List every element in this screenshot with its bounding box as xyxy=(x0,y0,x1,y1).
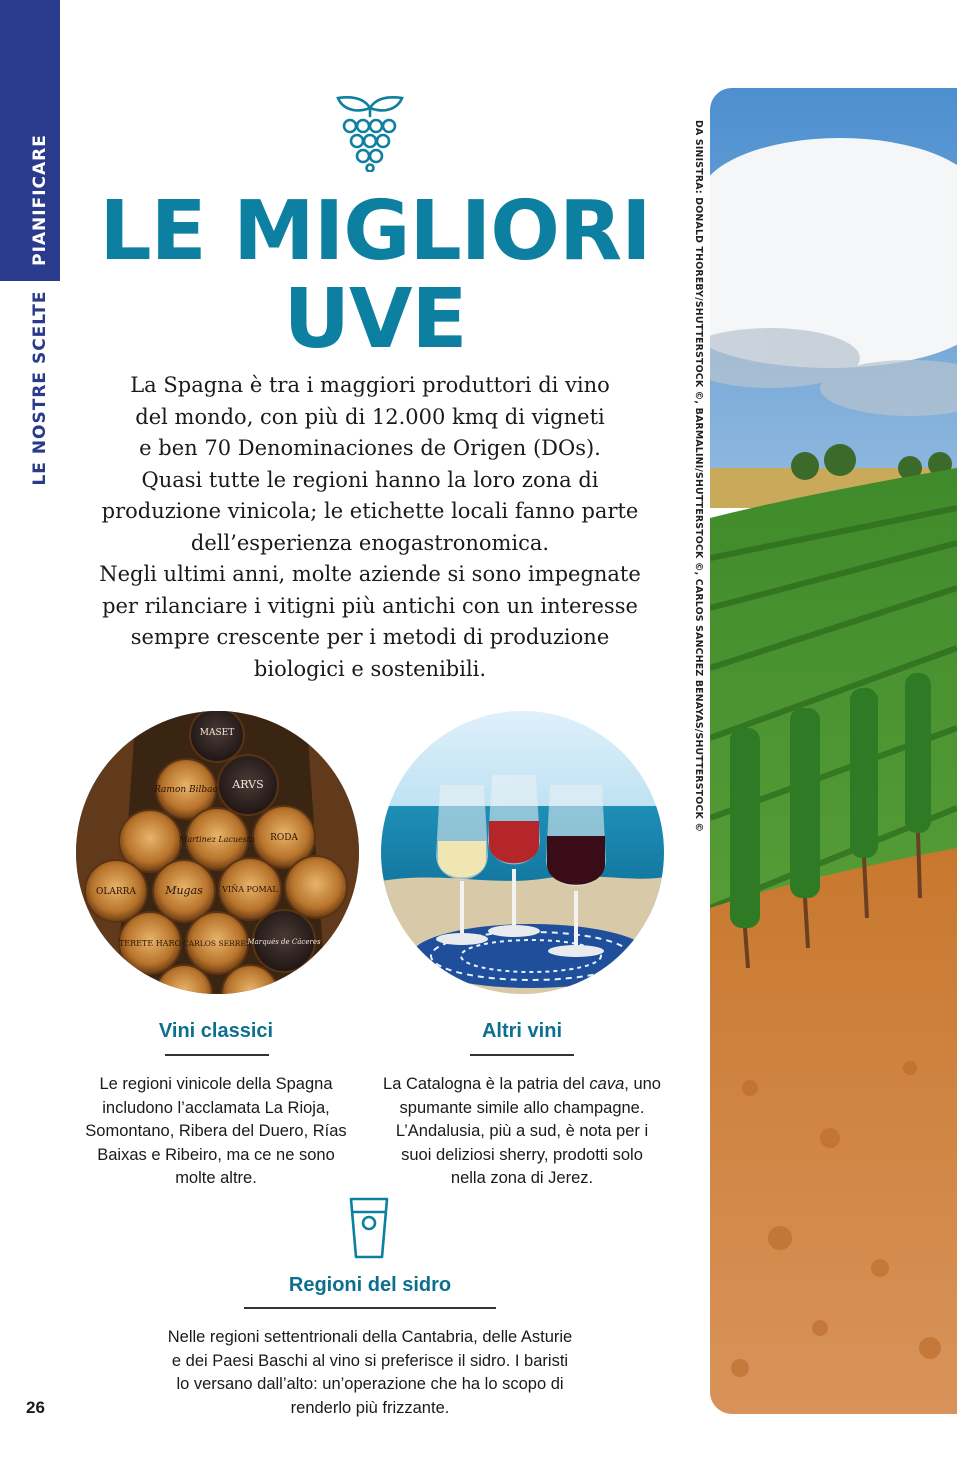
barrel-label: CARLOS SERRES xyxy=(183,939,251,948)
barrel-label: MASET xyxy=(199,728,235,738)
altri-vini-rule xyxy=(470,1054,574,1056)
barrel-label: Martinez Lacuesta xyxy=(179,835,255,844)
vini-classici-rule xyxy=(165,1054,269,1056)
page-title xyxy=(80,184,670,367)
tab-label: PIANIFICARE xyxy=(30,134,50,266)
sidro-rule xyxy=(244,1307,496,1309)
text-line: Le regioni vinicole della Spagna xyxy=(99,1075,333,1093)
cava-italic: cava xyxy=(589,1075,625,1093)
sidro-title: Regioni del sidro xyxy=(288,1274,452,1296)
text-line: lo versano dall’alto: un’operazione che ha lo scopo di xyxy=(176,1375,564,1393)
grape-icon xyxy=(330,94,410,172)
vini-classici-text xyxy=(66,1073,366,1191)
sidro-text xyxy=(120,1326,620,1420)
intro-line: La Spagna è tra i maggiori produttori di vino xyxy=(130,373,610,397)
text-line: renderlo più frizzante. xyxy=(290,1398,450,1417)
text-line: Baixas e Ribeiro, ma ce ne sono xyxy=(97,1145,335,1164)
title-line-2: UVE xyxy=(283,272,467,367)
wine-glasses-photo xyxy=(381,711,664,994)
barrel-label: ARVS xyxy=(232,778,264,791)
intro-line: sempre crescente per i metodi di produzione xyxy=(130,625,610,649)
cider-glass-icon xyxy=(348,1196,390,1260)
text-line: spumante simile allo champagne. xyxy=(399,1098,645,1117)
vineyard-photo xyxy=(710,88,957,1414)
photo-credit-text: DA SINISTRA: DONALD THOREBY/SHUTTERSTOCK ©, BARMALINI/SHUTTERSTOCK ©, CARLOS SANCHEZ BENAYAS/SHUTTERSTOCK © xyxy=(693,120,704,833)
barrel-label: TERETE HARO xyxy=(118,939,182,948)
text-span: , uno xyxy=(624,1075,661,1093)
intro-line: e ben 70 Denominaciones de Origen (DOs). xyxy=(139,436,601,460)
photo-credit xyxy=(690,120,704,833)
text-line xyxy=(366,1073,678,1097)
section-label: LE NOSTRE SCELTE xyxy=(30,290,50,486)
altri-vini-text xyxy=(366,1073,678,1191)
barrel-label: Mugas xyxy=(165,884,203,897)
altri-vini-title: Altri vini xyxy=(481,1020,562,1042)
intro-line: Quasi tutte le regioni hanno la loro zona di xyxy=(141,467,599,492)
barrel-label: Marqués de Cáceres xyxy=(247,938,321,946)
barrel-label: Ramon Bilbao xyxy=(154,785,218,795)
text-line: e dei Paesi Baschi al vino si preferisce il sidro. I baristi xyxy=(171,1351,569,1370)
barrels-photo xyxy=(76,711,359,994)
text-span: La Catalogna è la patria del xyxy=(383,1075,590,1093)
barrel-label: RODA xyxy=(270,833,298,843)
intro-line: biologici e sostenibili. xyxy=(253,656,487,681)
intro-paragraph xyxy=(70,370,670,685)
text-line: includono l’acclamata La Rioja, xyxy=(102,1098,330,1117)
text-line: nella zona di Jerez. xyxy=(450,1169,594,1187)
barrel-label: VIÑA POMAL xyxy=(222,885,278,894)
intro-line: produzione vinicola; le etichette locali fanno parte xyxy=(101,499,639,523)
intro-line: dell’esperienza enogastronomica. xyxy=(190,530,550,555)
text-line: Nelle regioni settentrionali della Cantabria, delle Asturie xyxy=(167,1328,573,1346)
intro-line: Negli ultimi anni, molte aziende si sono impegnate xyxy=(99,562,641,586)
intro-line: per rilanciare i vitigni più antichi con un interesse xyxy=(102,593,638,618)
text-line: suoi deliziosi sherry, prodotti solo xyxy=(401,1145,643,1164)
text-line: molte altre. xyxy=(175,1169,257,1187)
vini-classici-title: Vini classici xyxy=(158,1020,274,1042)
page-number: 26 xyxy=(26,1398,45,1417)
text-line: L’Andalusia, più a sud, è nota per i xyxy=(395,1122,649,1140)
intro-line: del mondo, con più di 12.000 kmq di vigneti xyxy=(135,404,605,429)
barrel-label: OLARRA xyxy=(96,887,136,897)
title-line-1: LE MIGLIORI xyxy=(99,184,651,279)
text-line: Somontano, Ribera del Duero, Rías xyxy=(85,1122,347,1140)
